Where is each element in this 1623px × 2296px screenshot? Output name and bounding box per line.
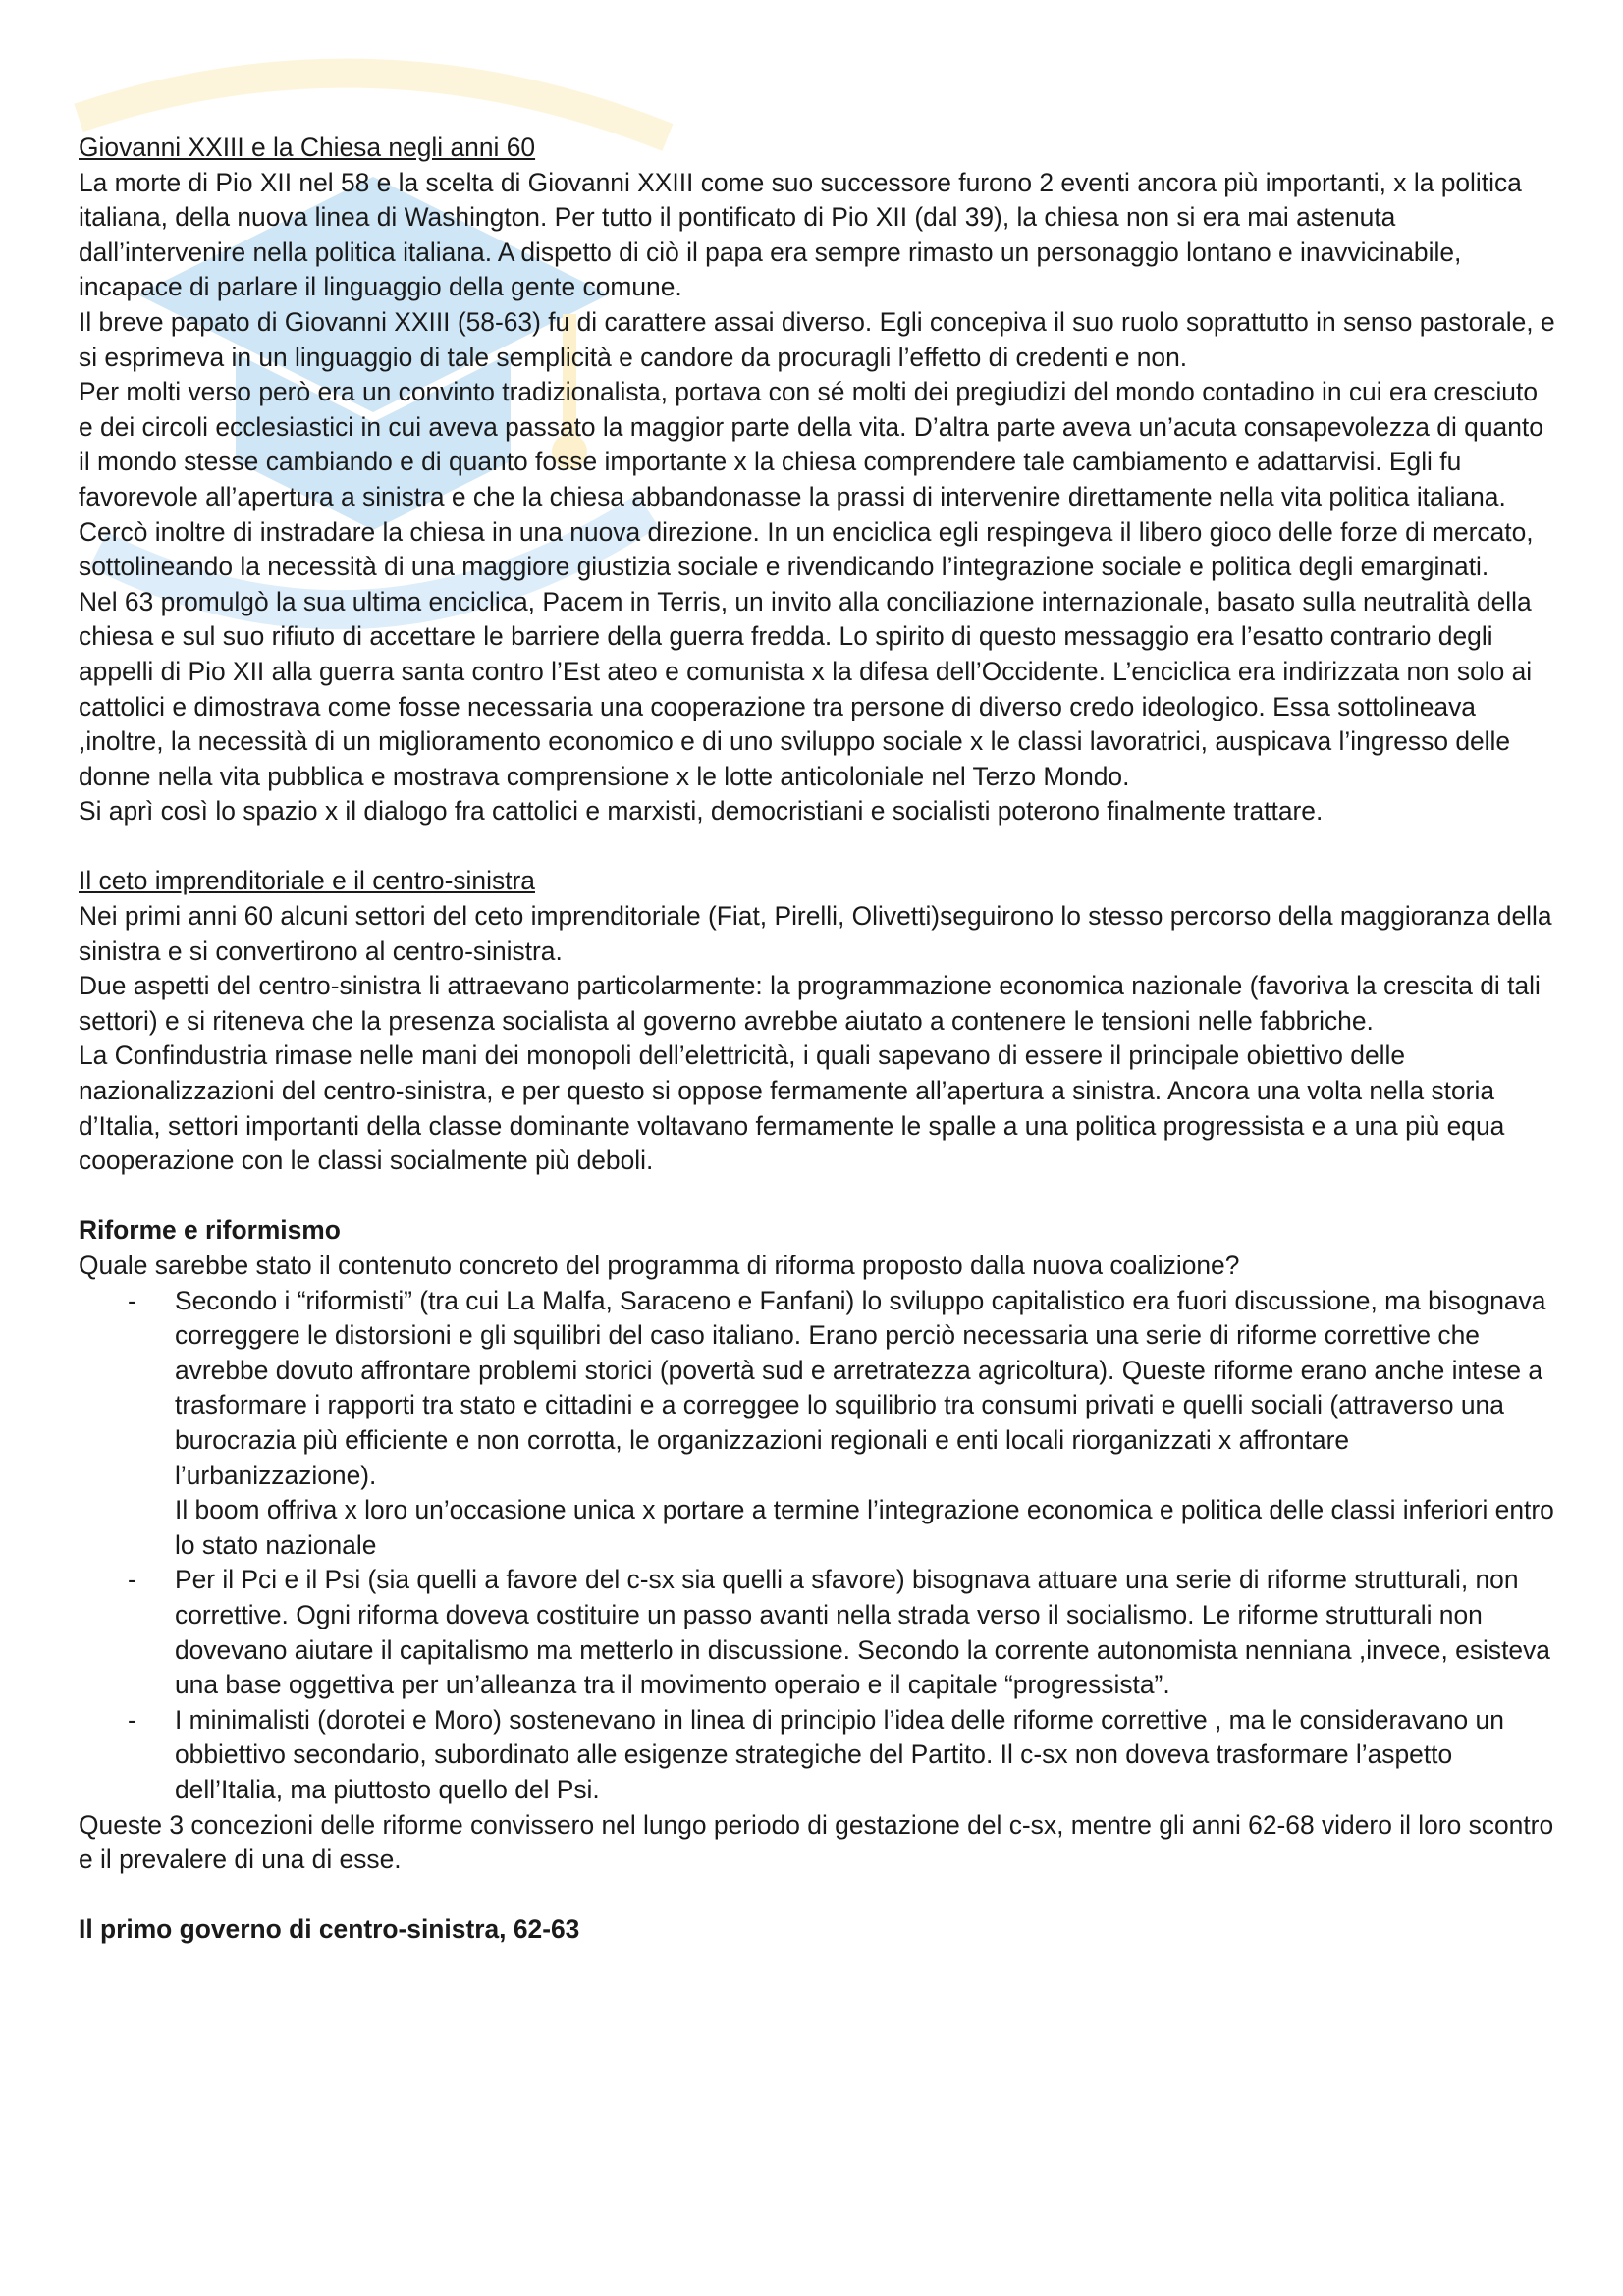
dash-bullet: - <box>128 1704 136 1735</box>
spacer <box>79 829 1556 865</box>
section-primo-governo <box>79 1912 1556 1948</box>
paragraph: La morte di Pio XII nel 58 e la scelta di Giovanni XXIII come suo successore furono 2 eventi ancora più importanti, x la politica italiana, della nuova linea di Washington. Per tutto il pontificato di Pio XII (dal 39), la chiesa non si era mai astenuta dall’intervenire nella politica italiana. A dispetto di ciò il papa era sempre rimasto un personaggio lontano e inavvicinabile, incapace di parlare il linguaggio della gente comune. <box>79 167 1522 302</box>
list-item <box>79 1703 1556 1808</box>
paragraph: Nei primi anni 60 alcuni settori del ceto imprenditoriale (Fiat, Pirelli, Olivetti)seguirono lo stesso percorso della maggioranza della sinistra e si convertirono al centro-sinistra. <box>79 901 1552 966</box>
section-riforme <box>79 1213 1556 1877</box>
document-page <box>79 131 1556 1948</box>
spacer <box>79 1179 1556 1214</box>
paragraph: Il breve papato di Giovanni XXIII (58-63) fu di carattere assai diverso. Egli concepiva il suo ruolo soprattutto in senso pastorale, e si esprimeva in un linguaggio di tale semplicità e candore da procuragli l’effetto di credenti e non. <box>79 306 1555 372</box>
section-title: Il primo governo di centro-sinistra, 62-63 <box>79 1914 580 1945</box>
paragraph: Nel 63 promulgò la sua ultima enciclica, Pacem in Terris, un invito alla conciliazione internazionale, basato sulla neutralità della chiesa e sul suo rifiuto di accettare le barriere della guerra fredda. Lo spirito di questo messaggio era l’esatto contrario degli appelli di Pio XII alla guerra santa contro l’Est ateo e comunista x la difesa dell’Occidente. L’enciclica era indirizzata non solo ai cattolici e dimostrava come fosse necessaria una cooperazione tra persone di diverso credo ideologico. Essa sottolineava ,inoltre, la necessità di un miglioramento economico e di uno sviluppo sociale x le classi lavoratrici, auspicava l’ingresso delle donne nella vita pubblica e mostrava comprensione x le lotte anticoloniale nel Terzo Mondo. <box>79 586 1533 791</box>
paragraph: Si aprì così lo spazio x il dialogo fra cattolici e marxisti, democristiani e socialisti poterono finalmente trattare. <box>79 796 1324 827</box>
list-item-text: I minimalisti (dorotei e Moro) sostenevano in linea di principio l’idea delle riforme correttive , ma le consideravano un obbiettivo secondario, subordinato alle esigenze strategiche del Partito. Il c-sx non doveva trasformare l’aspetto dell’Italia, ma piuttosto quello del Psi. <box>175 1704 1504 1804</box>
dash-bullet: - <box>128 1565 136 1595</box>
list-item-extra: Il boom offriva x loro un’occasione unica x portare a termine l’integrazione economica e politica delle classi inferiori entro lo stato nazionale <box>175 1495 1554 1560</box>
list-item <box>79 1284 1556 1564</box>
dash-bullet: - <box>128 1285 136 1315</box>
list-item <box>79 1563 1556 1702</box>
reform-list <box>79 1284 1556 1808</box>
list-item-text: Secondo i “riformisti” (tra cui La Malfa, Saraceno e Fanfani) lo sviluppo capitalistico era fuori discussione, ma bisognava correggere le distorsioni e gli squilibri del caso italiano. Erano perciò necessaria una serie di riforme correttive che avrebbe dovuto affrontare problemi storici (povertà sud e arretratezza agricoltura). Queste riforme erano anche intese a trasformare i rapporti tra stato e cittadini e a correggee lo squilibrio tra consumi privati e quelli sociali (attraverso una burocrazia più efficiente e non corrotta, le organizzazioni regionali e enti locali riorganizzati x affrontare l’urbanizzazione). <box>175 1285 1546 1490</box>
spacer <box>79 1878 1556 1913</box>
paragraph: Quale sarebbe stato il contenuto concreto del programma di riforma proposto dalla nuova coalizione? <box>79 1251 1240 1280</box>
list-item-text: Per il Pci e il Psi (sia quelli a favore del c-sx sia quelli a sfavore) bisognava attuare una serie di riforme strutturali, non correttive. Ogni riforma doveva costituire un passo avanti nella strada verso il socialismo. Le riforme strutturali non dovevano aiutare il capitalismo ma metterlo in discussione. Secondo la corrente autonomista nenniana ,invece, esisteva una base oggettiva per un’alleanza tra il movimento operaio e il capitale “progressista”. <box>175 1565 1550 1700</box>
section-title: Riforme e riformismo <box>79 1215 341 1246</box>
paragraph: La Confindustria rimase nelle mani dei monopoli dell’elettricità, i quali sapevano di essere il principale obiettivo delle nazionalizzazioni del centro-sinistra, e per questo si oppose fermamente all’apertura a sinistra. Ancora una volta nella storia d’Italia, settori importanti della classe dominante voltavano fermamente le spalle a una politica progressista e a una più equa cooperazione con le classi socialmente più deboli. <box>79 1041 1505 1176</box>
paragraph: Queste 3 concezioni delle riforme convissero nel lungo periodo di gestazione del c-sx, mentre gli anni 62-68 videro il loro scontro e il prevalere di una di esse. <box>79 1809 1554 1875</box>
section-giovanni-xxiii <box>79 131 1556 829</box>
section-title: Il ceto imprenditoriale e il centro-sinistra <box>79 866 535 896</box>
section-ceto-imprenditoriale <box>79 864 1556 1178</box>
paragraph: Per molti verso però era un convinto tradizionalista, portava con sé molti dei pregiudizi del mondo contadino in cui era cresciuto e dei circoli ecclesiastici in cui aveva passato la maggior parte della vita. D’altra parte aveva un’acuta consapevolezza di quanto il mondo stesse cambiando e di quanto fosse importante x la chiesa comprendere tale cambiamento e adattarvisi. Egli fu favorevole all’apertura a sinistra e che la chiesa abbandonasse la prassi di intervenire direttamente nella vita politica italiana. Cercò inoltre di instradare la chiesa in una nuova direzione. In un enciclica egli respingeva il libero gioco delle forze di mercato, sottolineando la necessità di una maggiore giustizia sociale e rivendicando l’integrazione sociale e politica degli emarginati. <box>79 377 1543 582</box>
paragraph: Due aspetti del centro-sinistra li attraevano particolarmente: la programmazione economica nazionale (favoriva la crescita di tali settori) e si riteneva che la presenza socialista al governo avrebbe aiutato a contenere le tensioni nelle fabbriche. <box>79 971 1541 1036</box>
section-title: Giovanni XXIII e la Chiesa negli anni 60 <box>79 133 536 162</box>
